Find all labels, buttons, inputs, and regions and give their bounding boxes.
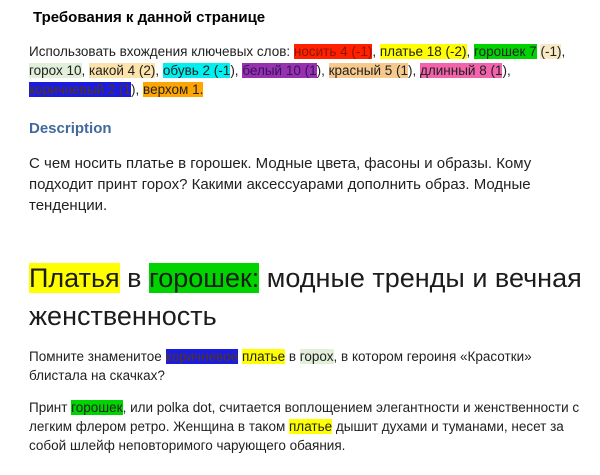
highlighted-keyword: горох 10 (29, 63, 82, 78)
highlighted-keyword: носить 4 (-1) (293, 44, 373, 59)
text-run: , (155, 63, 163, 78)
keywords-paragraph (29, 42, 600, 99)
highlighted-keyword: горошек 7 (474, 44, 537, 59)
text-run: С чем носить платье в горошек. Модные цвета, фасоны и образы. Кому (29, 155, 532, 172)
highlighted-keyword: платье 18 (-2) (379, 44, 467, 59)
page-title: Требования к данной странице (33, 9, 266, 26)
text-run: , (466, 44, 475, 59)
text-run: в (285, 349, 300, 364)
description-heading: Description (29, 120, 112, 137)
highlighted-keyword: платье (241, 349, 286, 364)
text-run: женственность (29, 301, 217, 331)
text-run: модные тренды и вечная (259, 263, 582, 293)
highlighted-keyword: белый 10 (1 (242, 63, 317, 78)
text-run: ), (408, 63, 420, 78)
text-run: Принт (29, 400, 72, 415)
highlighted-keyword: красный 5 (1 (328, 63, 408, 78)
text-run: ), (502, 63, 511, 78)
text-run: , в котором героиня «Красотки» (333, 349, 532, 364)
text-run: ), (316, 63, 329, 78)
highlighted-keyword: коричневый 2 (1 (29, 82, 132, 97)
text-run: легким флером ретро. Женщина в таком (29, 419, 289, 434)
text-run: блистала на скачках? (29, 368, 165, 383)
highlighted-keyword: какой 4 (2) (89, 63, 156, 78)
description-paragraph (29, 153, 589, 216)
highlighted-keyword: коричневое (165, 349, 239, 364)
highlighted-keyword: обувь 2 (-1 (162, 63, 231, 78)
highlighted-keyword: платье (289, 419, 333, 434)
text-run: собой шлейф неповторимого чарующего обаяния. (29, 438, 346, 453)
highlighted-keyword: верхом 1. (143, 82, 204, 97)
text-run: , или polka dot, считается воплощением элегантности и женственности с (122, 400, 580, 415)
highlighted-keyword: Платья (29, 263, 120, 293)
text-run: , (561, 44, 566, 59)
article-paragraph-2 (29, 398, 600, 455)
article-title (29, 259, 600, 335)
text-run: Использовать вхождения ключевых слов: (29, 44, 294, 59)
highlighted-keyword: (-1) (540, 44, 562, 59)
article-paragraph-1 (29, 347, 600, 385)
text-run: в (119, 263, 149, 293)
text-run: подходит принт горох? Какими аксессуарами дополнить образ. Модные (29, 176, 531, 193)
text-run: ), (230, 63, 243, 78)
highlighted-keyword: горошек: (149, 263, 260, 293)
text-run: тенденции. (29, 197, 108, 214)
text-run: Помните знаменитое (29, 349, 166, 364)
text-run: , (372, 44, 380, 59)
text-run: дышит духами и туманами, несет за (332, 419, 564, 434)
highlighted-keyword: горошек (71, 400, 123, 415)
highlighted-keyword: длинный 8 (1 (420, 63, 503, 78)
highlighted-keyword: горох (299, 349, 334, 364)
text-run: ), (131, 82, 144, 97)
text-run: , (81, 63, 90, 78)
